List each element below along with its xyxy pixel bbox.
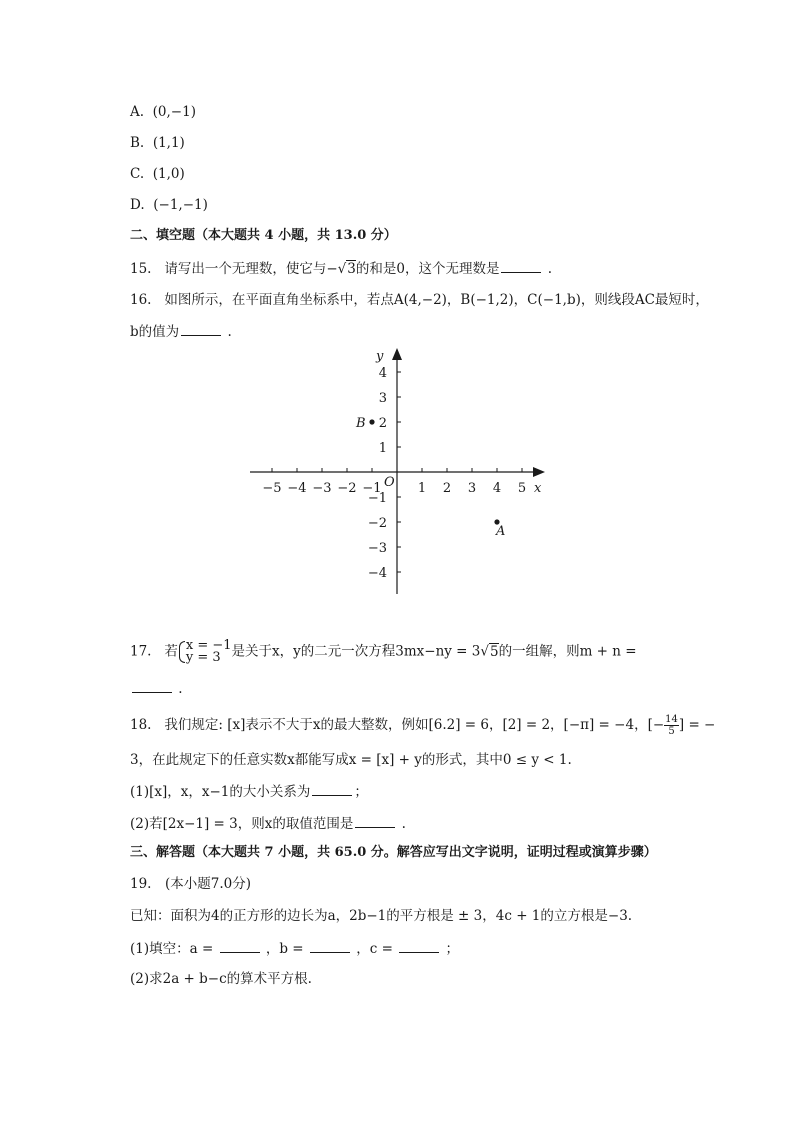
x-tick-label: −1 — [362, 481, 382, 496]
section-answer-heading: 三、解答题（本大题共 7 小题，共 65.0 分。解答应写出文字说明，证明过程或演算步骤） — [130, 845, 657, 860]
y-tick-label: 2 — [378, 416, 387, 431]
system-bottom: y = 3 — [185, 650, 221, 665]
question-16-line1 — [130, 290, 709, 310]
question-19-sub2: (2)求2a + b−c的算术平方根. — [130, 971, 312, 987]
x-tick-label: −2 — [337, 481, 357, 496]
q16-text-line2: b的值为 — [130, 324, 180, 340]
q18-sub2-text: (2)若[2x−1] = 3，则x的取值范围是 — [130, 816, 354, 832]
q16-answer-blank[interactable] — [181, 321, 221, 336]
y-axis-label: y — [376, 349, 384, 364]
y-tick-label: 1 — [378, 441, 387, 456]
q19-sub1-a-label: (1)填空：a = — [130, 941, 218, 957]
option-c-letter: C. — [130, 166, 145, 182]
q19-b-answer-blank[interactable] — [310, 938, 350, 953]
sqrt-symbol: √ — [480, 643, 489, 660]
question-18-line2: 3，在此规定下的任意实数x都能写成x = [x] + y的形式，其中0 ≤ y < 1. — [130, 752, 572, 768]
q15-radicand: 3 — [347, 261, 356, 277]
q18-text-line1-post: ] = − — [678, 717, 716, 733]
q19-sub1-c-label: ，c = — [356, 941, 398, 957]
option-a — [130, 102, 196, 122]
q16-text-line1: 如图所示，在平面直角坐标系中，若点A(4,−2)，B(−1,2)，C(−1,b)，则线段AC最短时， — [164, 292, 709, 308]
q18-sub1-answer-blank[interactable] — [312, 781, 352, 796]
q17-text-pre: 若 — [164, 643, 178, 660]
y-tick-label: −2 — [367, 516, 387, 531]
q17-text-mid: 是关于x，y的二元一次方程3mx−ny = 3 — [231, 643, 481, 660]
q15-answer-blank[interactable] — [501, 258, 541, 273]
option-c — [130, 164, 185, 184]
q19-c-answer-blank[interactable] — [399, 938, 439, 953]
point-b-dot — [369, 419, 374, 424]
option-b-text: (1,1) — [152, 135, 185, 151]
x-tick-label: −4 — [287, 481, 307, 496]
fraction-numerator: 14 — [665, 714, 678, 725]
y-axis-arrow-icon — [392, 348, 402, 360]
q18-sub2-answer-blank[interactable] — [355, 813, 395, 828]
q17-answer-blank[interactable] — [132, 678, 172, 693]
x-tick-label: 3 — [467, 481, 477, 496]
q16-end: . — [227, 324, 232, 340]
fraction — [664, 714, 679, 737]
option-b-letter: B. — [130, 135, 145, 151]
axis-ticks — [262, 366, 526, 581]
option-a-text: (0,−1) — [152, 104, 196, 120]
option-d-letter: D. — [130, 197, 145, 213]
question-19-heading: 19. (本小题7.0分) — [130, 876, 251, 892]
q18-sub1-end: ； — [354, 784, 368, 800]
option-a-letter: A. — [130, 104, 145, 120]
question-15 — [130, 258, 552, 279]
question-17-line2 — [130, 678, 183, 699]
q18-text-line1: 我们规定: [x]表示不大于x的最大整数，例如[6.2] = 6，[2] = 2，[−π] = −4，[− — [164, 717, 665, 733]
option-d — [130, 195, 208, 215]
q16-number: 16. — [130, 292, 152, 308]
q19-a-answer-blank[interactable] — [220, 938, 260, 953]
x-axis-arrow-icon — [533, 467, 545, 477]
point-a-label: A — [496, 524, 506, 539]
q19-sub1-b-label: ，b = — [265, 941, 308, 957]
x-tick-label: 4 — [492, 481, 502, 496]
equation-system — [178, 640, 232, 664]
q17-radicand: 5 — [490, 643, 499, 660]
x-tick-label: 2 — [442, 481, 452, 496]
question-17-line1 — [130, 640, 637, 664]
q15-text-pre: 请写出一个无理数，使它与− — [164, 261, 338, 277]
q15-number: 15. — [130, 261, 152, 277]
q17-end: . — [178, 681, 183, 697]
question-19-sub1 — [130, 938, 459, 959]
question-16-line2 — [130, 321, 232, 342]
q17-number: 17. — [130, 643, 152, 660]
point-b-label: B — [356, 416, 366, 431]
x-tick-label: −3 — [312, 481, 332, 496]
q18-sub1-text: (1)[x]，x，x−1的大小关系为 — [130, 784, 311, 800]
system-top: x = −1 — [185, 638, 232, 653]
question-18-line1 — [130, 714, 715, 737]
x-tick-label: −5 — [262, 481, 282, 496]
y-tick-label: 4 — [378, 366, 387, 381]
option-d-text: (−1,−1) — [153, 197, 208, 213]
y-tick-label: −1 — [367, 491, 387, 506]
x-tick-label: 1 — [417, 481, 427, 496]
x-axis-label: x — [534, 481, 542, 496]
question-18-sub1 — [130, 781, 368, 802]
fraction-denominator: 5 — [668, 726, 675, 737]
origin-label: O — [384, 475, 395, 490]
question-18-sub2 — [130, 813, 406, 834]
y-tick-label: −4 — [367, 566, 387, 581]
q15-text-post: 的和是0，这个无理数是 — [355, 261, 500, 277]
section-fill-blank-heading: 二、填空题（本大题共 4 小题，共 13.0 分） — [130, 228, 397, 243]
sqrt-symbol: √ — [337, 261, 347, 277]
q15-end: . — [547, 261, 553, 277]
q18-number: 18. — [130, 717, 152, 733]
y-tick-label: −3 — [367, 541, 387, 556]
option-b — [130, 133, 185, 153]
x-tick-label: 5 — [517, 481, 527, 496]
question-19-given: 已知：面积为4的正方形的边长为a，2b−1的平方根是 ± 3，4c + 1的立方根是−3. — [130, 908, 633, 924]
q19-sub1-end: ； — [445, 941, 459, 957]
q18-sub2-end: . — [401, 816, 406, 832]
q17-text-post: 的一组解，则m + n = — [498, 643, 637, 660]
coordinate-plane-figure — [240, 344, 560, 596]
y-tick-label: 3 — [378, 391, 387, 406]
option-c-text: (1,0) — [152, 166, 185, 182]
